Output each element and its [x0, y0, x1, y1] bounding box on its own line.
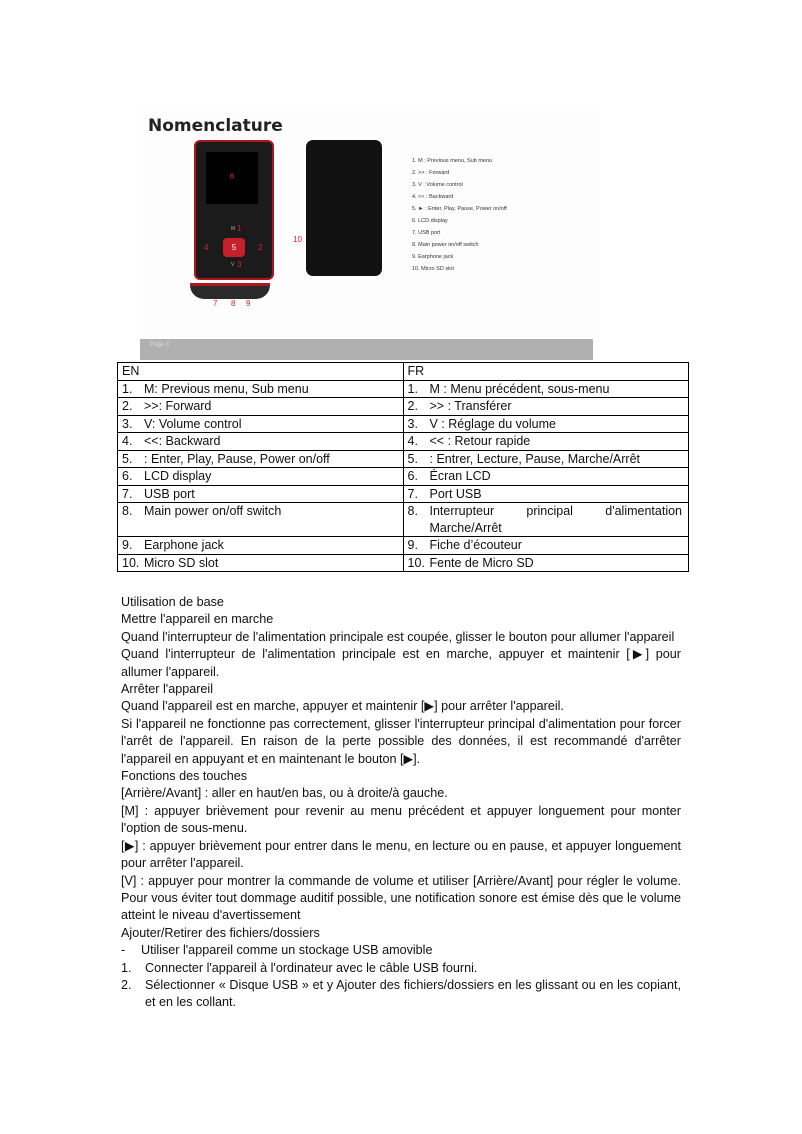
item-number: 9.: [407, 538, 418, 552]
cell-fr: [403, 554, 689, 572]
table-row: [118, 415, 689, 433]
item-number: 5.: [122, 451, 133, 466]
cell-en: [118, 398, 404, 416]
nomenclature-table: [117, 362, 689, 572]
table-row: [118, 554, 689, 572]
item-number: 7.: [122, 486, 133, 501]
body-text: [121, 594, 681, 1012]
cell-en: [118, 415, 404, 433]
nomenclature-figure: [140, 110, 600, 360]
item-text: << : Retour rapide: [429, 434, 531, 448]
cell-fr: [403, 537, 689, 555]
list-text: Connecter l'appareil à l'ordinateur avec le câble USB fourni.: [145, 960, 478, 975]
item-text: Earphone jack: [144, 538, 224, 552]
item-text: Port USB: [429, 486, 482, 501]
subheading: Arrêter l'appareil: [121, 682, 213, 697]
subheading: Fonctions des touches: [121, 769, 248, 784]
item-text: LCD display: [144, 469, 212, 483]
legend-item: 6. LCD display: [412, 218, 448, 224]
table-header-row: [118, 363, 689, 381]
device-back-image: [306, 140, 382, 276]
legend-item: 7. USB port: [412, 230, 441, 236]
paragraph: [V] : appuyer pour montrer la commande de volume et utiliser [Arrière/Avant] pour régler le volume. Pour vous éviter tout dommage auditif possible, une notification sonore est émise dès que le volume atteint le niveau d'avertissement: [121, 873, 681, 923]
table-row: [118, 450, 689, 468]
item-number: 3.: [407, 416, 418, 431]
subheading: Ajouter/Retirer des fichiers/dossiers: [121, 925, 320, 940]
cell-fr: [403, 433, 689, 451]
legend-item: 10. Micro SD slot: [412, 266, 454, 272]
callout-7: 7: [213, 299, 218, 308]
play-key: 5: [223, 238, 245, 257]
item-number: 10.: [122, 555, 140, 570]
item-text: : Entrer, Lecture, Pause, Marche/Arrêt: [429, 451, 641, 466]
table-row: [118, 537, 689, 555]
figure-title: Nomenclature: [148, 116, 283, 136]
paragraph: [M] : appuyer brièvement pour revenir au menu précédent et appuyer longuement pour monter l'option de sous-menu.: [121, 803, 681, 836]
legend-item: 2. >> : Forward: [412, 170, 450, 176]
item-number: 8.: [407, 504, 418, 518]
table-row: [118, 468, 689, 486]
item-number: 7.: [407, 486, 418, 501]
paragraph: Quand l'interrupteur de l'alimentation principale est coupée, glisser le bouton pour allumer l'appareil: [121, 629, 675, 644]
header-en: EN: [118, 363, 404, 381]
cell-en: [118, 554, 404, 572]
table-row: [118, 380, 689, 398]
list-item: [121, 977, 681, 1012]
callout-3: 3: [237, 260, 242, 269]
device-bottom-image: [190, 283, 270, 299]
item-text: M : Menu précédent, sous-menu: [429, 381, 610, 396]
item-number: 1.: [122, 381, 133, 396]
item-number: 10.: [407, 555, 425, 570]
paragraph: Quand l'interrupteur de l'alimentation principale est en marche, appuyer et maintenir [▶] pour allumer l'appareil.: [121, 647, 681, 679]
cell-fr: [403, 398, 689, 416]
item-text: Interrupteur principal d'alimentation Marche/Arrêt: [429, 504, 682, 535]
callout-1: 1: [237, 224, 242, 233]
callout-4: 4: [204, 243, 209, 252]
callout-9: 9: [246, 299, 251, 308]
item-text: USB port: [144, 486, 195, 501]
list-item: [121, 960, 681, 977]
table-row: [118, 433, 689, 451]
subheading: Mettre l'appareil en marche: [121, 612, 274, 627]
item-number: 2.: [407, 399, 418, 413]
list-text: Utiliser l'appareil comme un stockage USB amovible: [141, 943, 433, 958]
legend-item: 1. M : Previous menu, Sub menu: [412, 158, 493, 164]
item-number: 4.: [407, 434, 418, 448]
figure-legend: [412, 155, 507, 275]
item-text: V : Réglage du volume: [429, 416, 556, 431]
list-number: 2.: [121, 977, 132, 992]
item-text: Fiche d’écouteur: [429, 538, 522, 552]
cell-fr: [403, 380, 689, 398]
paragraph: [Arrière/Avant] : aller en haut/en bas, ou à droite/à gauche.: [121, 786, 448, 801]
item-text: V: Volume control: [144, 416, 242, 431]
cell-fr: [403, 415, 689, 433]
table-row: [118, 503, 689, 537]
paragraph: Quand l'appareil est en marche, appuyer et maintenir [▶] pour arrêter l'appareil.: [121, 699, 564, 714]
legend-item: 3. V : Volume control: [412, 182, 463, 188]
item-number: 5.: [407, 451, 418, 466]
table-row: [118, 398, 689, 416]
callout-10: 10: [293, 235, 302, 244]
item-number: 6.: [122, 469, 133, 483]
legend-item: 4. << : Backward: [412, 194, 454, 200]
lcd-display: [206, 152, 258, 204]
item-text: Fente de Micro SD: [429, 555, 534, 570]
item-text: M: Previous menu, Sub menu: [144, 381, 309, 396]
item-text: Micro SD slot: [144, 555, 219, 570]
cell-fr: [403, 450, 689, 468]
callout-6: 6: [229, 172, 235, 181]
v-key-label: V: [231, 262, 235, 268]
cell-en: [118, 468, 404, 486]
cell-fr: [403, 485, 689, 503]
callout-2: 2: [258, 243, 263, 252]
table-row: [118, 485, 689, 503]
paragraph: Si l'appareil ne fonctionne pas correctement, glisser l'interrupteur principal d'alimentation pour forcer l'arrêt de l'appareil. En raison de la perte possible des données, il est recommandé d'arrêter l'appareil en appuyant et en maintenant le bouton [▶].: [121, 716, 681, 766]
item-number: 3.: [122, 416, 133, 431]
item-number: 8.: [122, 504, 133, 518]
item-text: <<: Backward: [144, 434, 221, 448]
cell-fr: [403, 468, 689, 486]
cell-en: [118, 433, 404, 451]
legend-item: 9. Earphone jack: [412, 254, 454, 260]
header-fr: FR: [403, 363, 689, 381]
page-label: Page 3: [150, 342, 170, 348]
legend-item: 8. Main power on/off switch: [412, 242, 479, 248]
item-number: 6.: [407, 469, 418, 483]
bullet: -: [121, 943, 126, 958]
item-text: >> : Transférer: [429, 399, 512, 413]
list-number: 1.: [121, 960, 132, 975]
list-item: [121, 942, 681, 959]
cell-fr: [403, 503, 689, 537]
item-number: 4.: [122, 434, 133, 448]
item-number: 1.: [407, 381, 418, 396]
page-footer-bar: [140, 339, 593, 360]
item-text: >>: Forward: [144, 399, 212, 413]
list-text: Sélectionner « Disque USB » et y Ajouter des fichiers/dossiers en les glissant ou en les copiant, et en les collant.: [145, 977, 681, 1010]
cell-en: [118, 485, 404, 503]
device-front-image: [194, 140, 274, 280]
section-heading: Utilisation de base: [121, 595, 224, 609]
callout-8: 8: [231, 299, 236, 308]
item-text: : Enter, Play, Pause, Power on/off: [144, 451, 330, 466]
cell-en: [118, 503, 404, 537]
item-text: Main power on/off switch: [144, 504, 282, 518]
cell-en: [118, 450, 404, 468]
paragraph: [▶] : appuyer brièvement pour entrer dans le menu, en lecture ou en pause, et appuyer longuement pour arrêter l'appareil.: [121, 838, 681, 871]
item-number: 2.: [122, 399, 133, 413]
cell-en: [118, 380, 404, 398]
legend-item: 5. ► : Enter, Play, Pause, Power on/off: [412, 206, 507, 212]
cell-en: [118, 537, 404, 555]
item-text: Écran LCD: [429, 469, 491, 483]
item-number: 9.: [122, 538, 133, 552]
m-key-label: M: [231, 226, 236, 232]
